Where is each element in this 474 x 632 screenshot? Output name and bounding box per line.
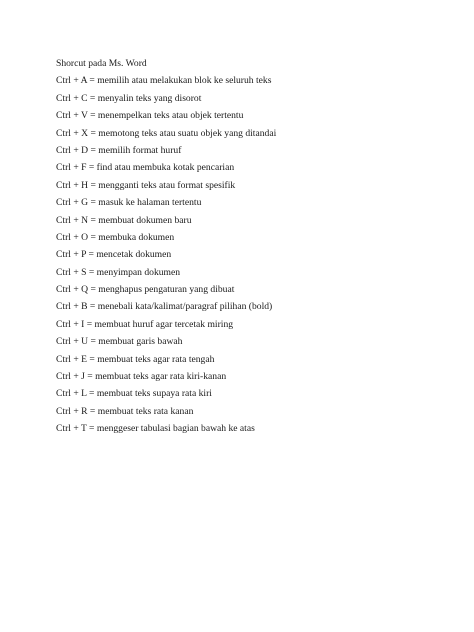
shortcut-line: Ctrl + Q = menghapus pengaturan yang dibuat [56, 284, 235, 296]
shortcut-line: Ctrl + D = memilih format huruf [56, 144, 182, 156]
shortcut-line: Ctrl + G = masuk ke halaman tertentu [56, 197, 202, 209]
shortcut-line: Ctrl + A = memilih atau melakukan blok ke seluruh teks [56, 75, 272, 87]
shortcut-line: Ctrl + S = menyimpan dokumen [56, 266, 181, 278]
shortcut-line: Ctrl + V = menempelkan teks atau objek tertentu [56, 110, 244, 122]
shortcut-line: Ctrl + R = membuat teks rata kanan [56, 405, 194, 417]
shortcut-line: Ctrl + B = menebali kata/kalimat/paragraf pilihan (bold) [56, 301, 273, 313]
shortcut-line: Ctrl + F = find atau membuka kotak pencarian [56, 162, 235, 174]
shortcut-line: Ctrl + X = memotong teks atau suatu objek yang ditandai [56, 127, 277, 139]
shortcut-line: Ctrl + C = menyalin teks yang disorot [56, 92, 202, 104]
shortcut-line: Ctrl + U = membuat garis bawah [56, 336, 183, 348]
shortcut-line: Ctrl + P = mencetak dokumen [56, 249, 172, 261]
shortcut-line: Ctrl + L = membuat teks supaya rata kiri [56, 388, 212, 400]
shortcut-line: Ctrl + N = membuat dokumen baru [56, 214, 192, 226]
shortcut-line: Ctrl + O = membuka dokumen [56, 231, 175, 243]
shortcut-line: Ctrl + J = membuat teks agar rata kiri-kanan [56, 371, 227, 383]
shortcut-line: Ctrl + T = menggeser tabulasi bagian bawah ke atas [56, 423, 255, 435]
document-body [56, 55, 436, 438]
shortcut-line: Ctrl + I = membuat huruf agar tercetak miring [56, 318, 234, 330]
shortcut-line: Ctrl + H = mengganti teks atau format spesifik [56, 179, 236, 191]
shortcut-line: Ctrl + E = membuat teks agar rata tengah [56, 353, 215, 365]
document-title: Shorcut pada Ms. Word [56, 58, 147, 69]
